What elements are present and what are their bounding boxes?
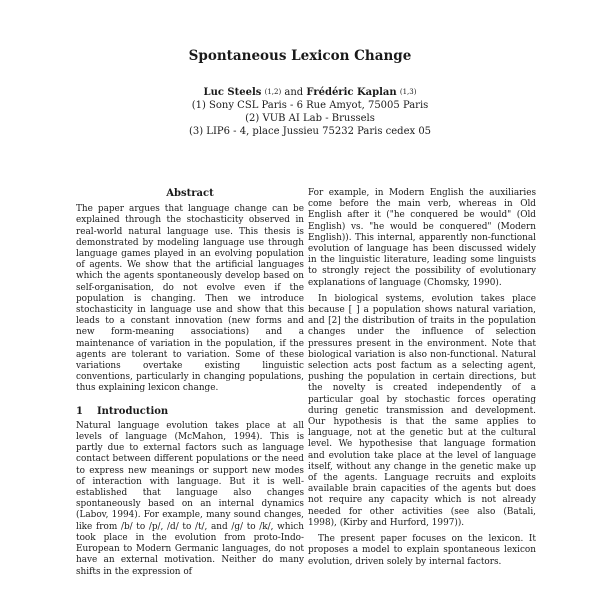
right-paragraph-3: The present paper focuses on the lexicon. It proposes a model to explain spontaneous lexicon evolution, driven solely by internal factors.	[308, 534, 536, 567]
author-block	[150, 86, 470, 138]
right-column	[308, 188, 536, 568]
section-1-heading	[76, 406, 304, 417]
paper-title: Spontaneous Lexicon Change	[188, 48, 412, 64]
abstract-text: The paper argues that language change can be explained through the stochasticity observed in real-world natural language use. This thesis is demonstrated by modeling language use through language games played in an evolving population of agents. We show that the artificial languages which the agents spontaneously develop based on self-organisation, do not evolve even if the population is changing. Then we introduce stochasticity in language use and show that this leads to a constant innovation (new forms and new form-meaning associations) and a maintenance of variation in the population, if the agents are tolerant to variation. Some of these variations overtake existing linguistic conventions, particularly in changing populations, thus explaining lexicon change.	[76, 204, 304, 394]
right-paragraph-1: For example, in Modern English the auxiliaries come before the main verb, whereas in Old English after it ("he conquered be would" (Old English) vs. "he would be conquered" (Modern English)). This internal, apparently non-functional evolution of language has been discussed widely in the linguistic literature, leading some linguists to strongly reject the possibility of evolutionary explanations of language (Chomsky, 1990).	[308, 188, 536, 288]
affiliation-3: (3) LIP6 - 4, place Jussieu 75232 Paris cedex 05	[188, 126, 432, 137]
author-2: Frédéric Kaplan	[306, 87, 397, 98]
affiliation-2: (2) VUB AI Lab - Brussels	[245, 113, 375, 124]
section-1-number: 1	[76, 405, 83, 417]
affiliation-1: (1) Sony CSL Paris - 6 Rue Amyot, 75005 Paris	[191, 100, 429, 111]
author-names	[150, 86, 470, 99]
intro-paragraph-1: Natural language evolution takes place at all levels of language (McMahon, 1994). This is partly due to external factors such as language contact between different populations or the need to express new meanings or support new modes of interaction with language. But it is well-established that language also changes spontaneously based on an internal dynamics (Labov, 1994). For example, many sound changes, like from /b/ to /p/, /d/ to /t/, and /g/ to /k/, which took place in the evolution from proto-Indo-European to Modern Germanic languages, do not have an external motivation. Neither do many shifts in the expression of	[76, 420, 304, 577]
abstract-heading: Abstract	[166, 188, 214, 199]
left-column	[76, 188, 304, 578]
author-conjunction: and	[284, 87, 304, 98]
right-paragraph-2: In biological systems, evolution takes place because [ ] a population shows natural variation, and [2] the distribution of traits in the population changes under the influence of selection pressures present in the environment. Note that biological variation is also non-functional. Natural selection acts post factum as a selecting agent, pushing the population in certain directions, but the novelty is created independently of a particular goal by stochastic forces operating during genetic transmission and development. Our hypothesis is that the same applies to language, not at the genetic but at the cultural level. We hypothesise that language formation and evolution take place at the level of language itself, without any change in the genetic make up of the agents. Language recruits and exploits available brain capacities of the agents but does not require any capacity which is not already needed for other activities (see also (Batali, 1998), (Kirby and Hurford, 1997)).	[308, 293, 536, 528]
author-1: Luc Steels	[203, 87, 262, 98]
author-2-affiliation: (1,3)	[399, 88, 417, 96]
author-1-affiliation: (1,2)	[264, 88, 282, 96]
section-1-title: Introduction	[96, 405, 169, 417]
